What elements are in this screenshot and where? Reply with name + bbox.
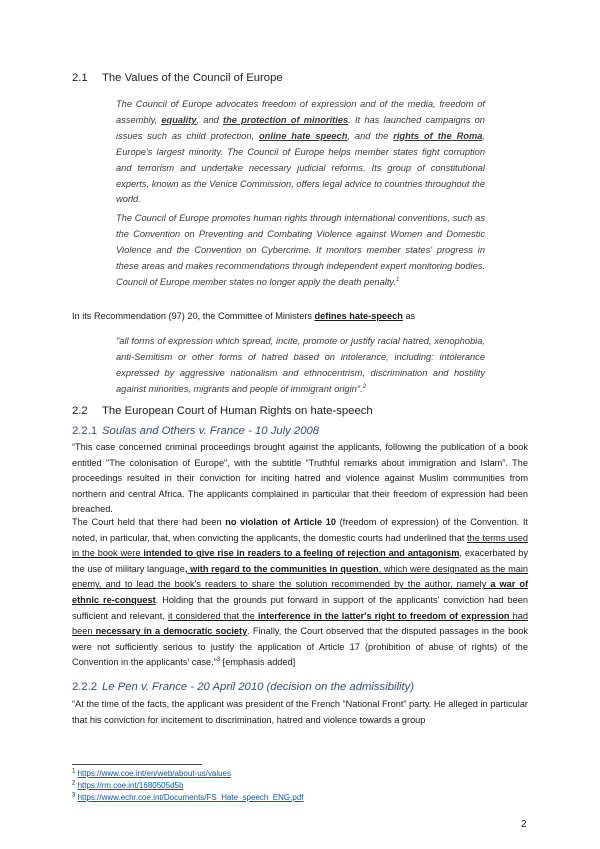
footnote-ref-1[interactable]: 1 — [395, 276, 400, 283]
paragraph-soulas-case: “This case concerned criminal proceedings brought against the applicants, following the publication of a book entitled "The colonisation of Europe", with the subtitle “Truthful remarks about immigration and Islam”. The proceedings resulted in their conviction for inciting hatred and violence against Muslim communities from northern and central Africa. The applicants complained in particular that their freedom of expression had been breached. — [72, 442, 528, 515]
footnote-ref-3[interactable]: 3 — [216, 657, 221, 664]
paragraph-soulas-court: The Court held that there had been no violation of Article 10 (freedom of expression) of the Convention. It noted, in particular, that, when convicting the applicants, the domestic courts had underlined that the terms used in the book were intended to give rise in readers to a feeling of rejection and antagonism, exacerbated by the use of military language, with regard to the communities in question, which were designated as the main enemy, and to lead the book's readers to share the solution recommended by the author, namely a war of ethnic re-conquest. Holding that the grounds put forward in support of the applicants' conviction had been sufficient and relevant, it considered that the interference in the latter's right to freedom of expression had been necessary in a democratic society. Finally, the Court observed that the disputed passages in the book were not sufficiently serious to justify the application of Article 17 (prohibition of abuse of rights) of the Convention in the applicants' case.”$^3$ [emphasis added] — [72, 517, 529, 668]
link-rights-of-the-roma[interactable]: rights of the Roma — [393, 130, 483, 141]
link-equality[interactable]: equality — [161, 114, 197, 125]
footnote-3: $^3$ https://www.echr.coe.int/Documents/FS_Hate_speech_ENG.pdf — [72, 792, 304, 802]
section-heading-2-2-1: 2.2.1 Soulas and Others v. France - 10 July 2008 — [72, 425, 320, 437]
footnote-link-2[interactable]: https://rm.coe.int/1680505d5b — [77, 781, 184, 790]
paragraph-le-pen: “At the time of the facts, the applicant was president of the French “National Front” party. He alleged in particular that his conviction for incitement to discrimination, hatred and violence towards a group — [72, 699, 528, 725]
footnote-1: $^1$ https://www.coe.int/en/web/about-us/values — [72, 768, 231, 778]
quote-values-1: The Council of Europe advocates freedom of expression and of the media, freedom of assembly, equality, and the protection of minorities. It has launched campaigns on issues such as child protection, online hate speech, and the rights of the Roma, Europe's largest minority. The Council of Europe helps member states fight corruption and terrorism and undertake necessary judicial reforms. Its group of constitutional experts, known as the Venice Commission, offers legal advice to countries throughout the world. — [116, 99, 485, 205]
link-online-hate-speech[interactable]: online hate speech — [259, 130, 348, 141]
footnote-divider — [72, 764, 202, 765]
section-heading-2-1: 2.1 The Values of the Council of Europe — [72, 72, 283, 84]
recommendation-intro: In its Recommendation (97) 20, the Committee of Ministers defines hate-speech as — [72, 311, 416, 321]
footnote-link-1[interactable]: https://www.coe.int/en/web/about-us/values — [77, 769, 231, 778]
page-number: 2 — [521, 819, 527, 830]
section-heading-2-2-2: 2.2.2 Le Pen v. France - 20 April 2010 (decision on the admissibility) — [72, 681, 415, 693]
link-protection-of-minorities[interactable]: the protection of minorities — [223, 114, 349, 125]
quote-hate-speech-definition: "all forms of expression which spread, incite, promote or justify racial hatred, xenophobia, anti-Semitism or other forms of hatred based on intolerance, including: intolerance expressed by aggressive nationalism and ethnocentrism, discrimination and hostility against minorities, migrants and people of immigrant origin".$^2$ — [116, 336, 485, 394]
section-heading-2-2: 2.2 The European Court of Human Rights on hate-speech — [72, 405, 373, 417]
link-defines-hate-speech[interactable]: defines hate-speech — [314, 311, 403, 321]
footnote-link-3[interactable]: https://www.echr.coe.int/Documents/FS_Hate_speech_ENG.pdf — [77, 793, 304, 802]
quote-values-2: The Council of Europe promotes human rights through international conventions, such as the Convention on Preventing and Combating Violence against Women and Domestic Violence and the Convention on Cybercrime. It monitors member states' progress in these areas and makes recommendations through independent expert monitoring bodies. Council of Europe member states no longer apply the death penalty.$^1$ — [116, 213, 485, 287]
footnote-2: $^2$ https://rm.coe.int/1680505d5b — [72, 780, 184, 790]
footnote-ref-2[interactable]: 2 — [362, 383, 367, 390]
